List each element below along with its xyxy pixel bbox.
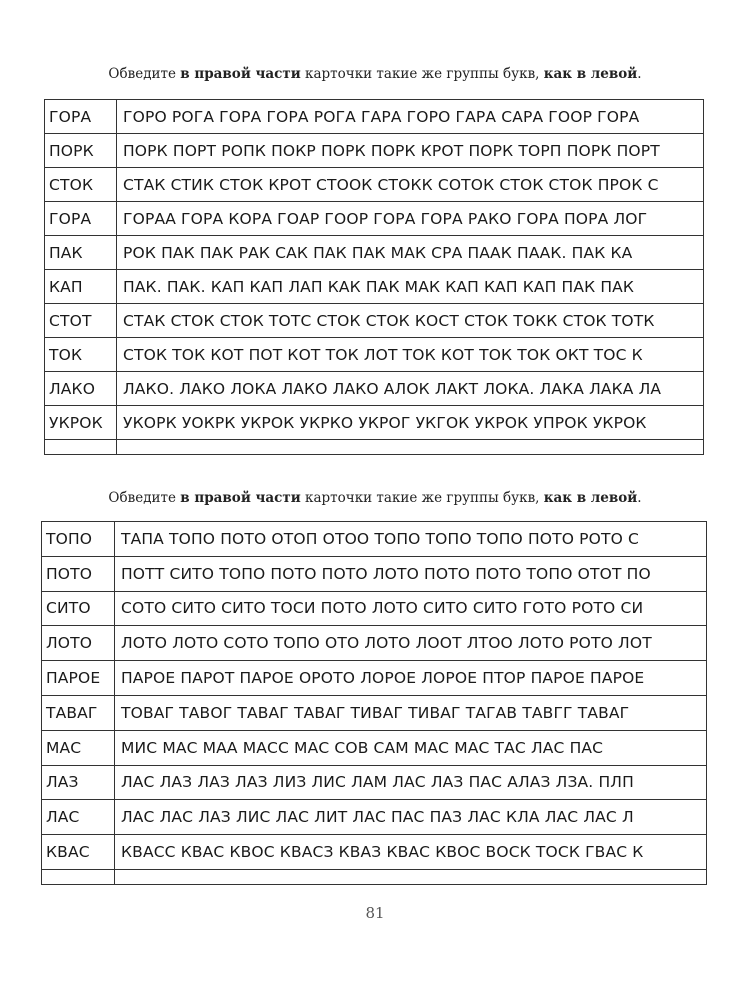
letter-groups[interactable]: ГОРАА ГОРА КОРА ГОАР ГООР ГОРА ГОРА РАКО ГОРА ПОРА ЛОГ	[117, 202, 704, 236]
letter-groups[interactable]: ЛАС ЛАЗ ЛАЗ ЛАЗ ЛИЗ ЛИС ЛАМ ЛАС ЛАЗ ПАС АЛАЗ ЛЗА. ПЛП	[115, 765, 707, 800]
key-word: ПАРОЕ	[42, 661, 115, 696]
key-word: КВАС	[42, 835, 115, 870]
letter-groups[interactable]: ПАК. ПАК. КАП КАП ЛАП КАК ПАК МАК КАП КАП КАП ПАК ПАК	[117, 270, 704, 304]
key-word: ТОПО	[42, 522, 115, 557]
key-word: ПОРК	[45, 134, 117, 168]
instruction-text: .	[637, 66, 642, 82]
letter-groups[interactable]: РОК ПАК ПАК РАК САК ПАК ПАК МАК СРА ПААК ПААК. ПАК КА	[117, 236, 704, 270]
table-row	[42, 765, 707, 800]
table-row	[42, 695, 707, 730]
letter-groups[interactable]: СТАК СТИК СТОК КРОТ СТООК СТОКК СОТОК СТОК СТОК ПРОК С	[117, 168, 704, 202]
table-row	[42, 730, 707, 765]
table-row	[42, 661, 707, 696]
table-row	[45, 406, 704, 440]
key-word: ТОК	[45, 338, 117, 372]
letter-groups[interactable]: СТАК СТОК СТОК ТОТС СТОК СТОК КОСТ СТОК ТОКК СТОК ТОТК	[117, 304, 704, 338]
instruction-text: Обведите	[108, 66, 181, 82]
table-row	[45, 372, 704, 406]
table-row	[42, 556, 707, 591]
letter-card-1	[44, 99, 704, 455]
letter-groups[interactable]: ПОТТ СИТО ТОПО ПОТО ПОТО ЛОТО ПОТО ПОТО ТОПО ОТОТ ПО	[115, 556, 707, 591]
table-row	[42, 591, 707, 626]
empty-cell	[117, 440, 704, 455]
table-row	[45, 270, 704, 304]
key-word: ЛОТО	[42, 626, 115, 661]
key-word: ПОТО	[42, 556, 115, 591]
letter-groups[interactable]: СОТО СИТО СИТО ТОСИ ПОТО ЛОТО СИТО СИТО ГОТО РОТО СИ	[115, 591, 707, 626]
key-word: ГОРА	[45, 202, 117, 236]
key-word: КАП	[45, 270, 117, 304]
letter-groups[interactable]: ПАРОЕ ПАРОТ ПАРОЕ ОРОТО ЛОРОЕ ЛОРОЕ ПТОР ПАРОЕ ПАРОЕ	[115, 661, 707, 696]
table-row	[45, 100, 704, 134]
letter-groups[interactable]: ЛОТО ЛОТО СОТО ТОПО ОТО ЛОТО ЛООТ ЛТОО ЛОТО РОТО ЛОТ	[115, 626, 707, 661]
table-row	[45, 168, 704, 202]
key-word: ГОРА	[45, 100, 117, 134]
key-word: МАС	[42, 730, 115, 765]
table-row	[45, 134, 704, 168]
key-word: ПАК	[45, 236, 117, 270]
table-row	[42, 800, 707, 835]
table-row	[42, 835, 707, 870]
key-word: ЛАЗ	[42, 765, 115, 800]
instruction-text: .	[637, 490, 642, 506]
instruction-bold: как в левой	[543, 66, 638, 82]
instruction-text: карточки такие же группы букв,	[300, 66, 544, 82]
letter-groups[interactable]: ГОРО РОГА ГОРА ГОРА РОГА ГАРА ГОРО ГАРА САРА ГООР ГОРА	[117, 100, 704, 134]
letter-groups[interactable]: ЛАС ЛАС ЛАЗ ЛИС ЛАС ЛИТ ЛАС ПАС ПАЗ ЛАС КЛА ЛАС ЛАС Л	[115, 800, 707, 835]
letter-groups[interactable]: УКОРК УОКРК УКРОК УКРКО УКРОГ УКГОК УКРОК УПРОК УКРОК	[117, 406, 704, 440]
key-word: ЛАКО	[45, 372, 117, 406]
table-row	[42, 522, 707, 557]
empty-cell	[115, 869, 707, 884]
key-word: СТОК	[45, 168, 117, 202]
table-row	[45, 202, 704, 236]
table-spacer-row	[42, 869, 707, 884]
page-number: 81	[365, 904, 385, 922]
instruction-text: Обведите	[108, 490, 181, 506]
empty-cell	[42, 869, 115, 884]
letter-groups[interactable]: ЛАКО. ЛАКО ЛОКА ЛАКО ЛАКО АЛОК ЛАКТ ЛОКА. ЛАКА ЛАКА ЛА	[117, 372, 704, 406]
letter-groups[interactable]: ПОРК ПОРТ РОПК ПОКР ПОРК ПОРК КРОТ ПОРК ТОРП ПОРК ПОРТ	[117, 134, 704, 168]
letter-groups[interactable]: МИС МАС МАА МАСС МАС СОВ САМ МАС МАС ТАС ЛАС ПАС	[115, 730, 707, 765]
table-spacer-row	[45, 440, 704, 455]
table-row	[45, 338, 704, 372]
key-word: СТОТ	[45, 304, 117, 338]
letter-groups[interactable]: ТОВАГ ТАВОГ ТАВАГ ТАВАГ ТИВАГ ТИВАГ ТАГАВ ТАВГГ ТАВАГ	[115, 695, 707, 730]
instruction-2	[0, 490, 750, 506]
key-word: УКРОК	[45, 406, 117, 440]
letter-card-2	[41, 521, 707, 885]
instruction-text: карточки такие же группы букв,	[300, 490, 544, 506]
key-word: ЛАС	[42, 800, 115, 835]
letter-groups[interactable]: ТАПА ТОПО ПОТО ОТОП ОТОО ТОПО ТОПО ТОПО ПОТО РОТО С	[115, 522, 707, 557]
key-word: СИТО	[42, 591, 115, 626]
table-row	[45, 236, 704, 270]
instruction-bold: в правой части	[180, 66, 301, 82]
empty-cell	[45, 440, 117, 455]
table-row	[45, 304, 704, 338]
table-row	[42, 626, 707, 661]
key-word: ТАВАГ	[42, 695, 115, 730]
instruction-1	[0, 66, 750, 82]
instruction-bold: в правой части	[180, 490, 301, 506]
letter-groups[interactable]: КВАСС КВАС КВОС КВАСЗ КВАЗ КВАС КВОС ВОСК ТОСК ГВАС К	[115, 835, 707, 870]
letter-groups[interactable]: СТОК ТОК КОТ ПОТ КОТ ТОК ЛОТ ТОК КОТ ТОК ТОК ОКТ ТОС К	[117, 338, 704, 372]
instruction-bold: как в левой	[543, 490, 638, 506]
